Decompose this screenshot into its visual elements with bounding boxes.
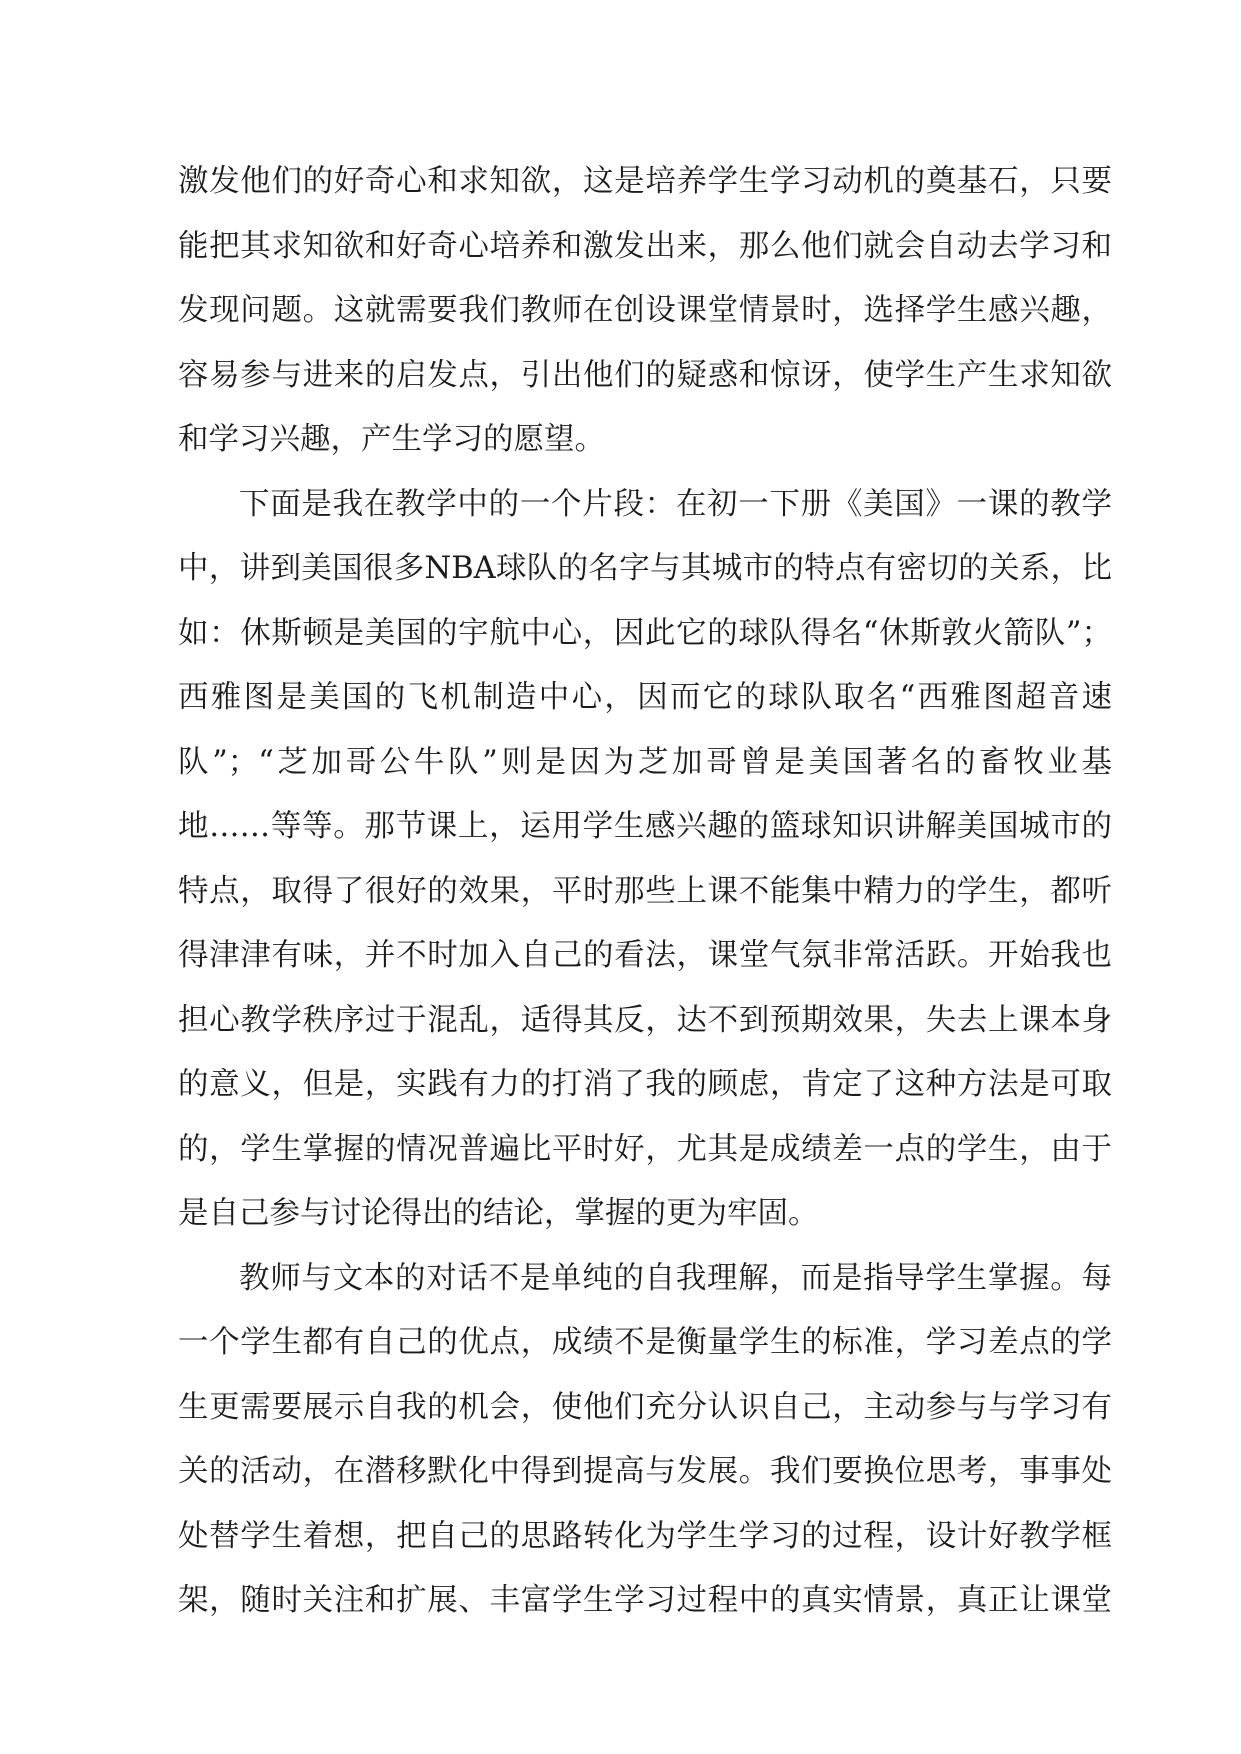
text-line: 担心教学秩序过于混乱，适得其反，达不到预期效果，失去上课本身	[178, 1002, 1112, 1038]
text-line: 的，学生掌握的情况普遍比平时好，尤其是成绩差一点的学生，由于	[178, 1131, 1112, 1167]
text-line: 关的活动，在潜移默化中得到提高与发展。我们要换位思考，事事处	[178, 1454, 1112, 1489]
text-line: 激发他们的好奇心和求知欲，这是培养学生学习动机的奠基石，只要	[178, 164, 1112, 199]
text-line: 特点，取得了很好的效果，平时那些上课不能集中精力的学生，都听	[178, 873, 1112, 909]
paragraph-start-line: 下面是我在教学中的一个片段：在初一下册《美国》一课的教学	[239, 486, 1112, 522]
text-line: 队”；“芝加哥公牛队”则是因为芝加哥曾是美国著名的畜牧业基	[178, 744, 1112, 780]
paragraph-start-line: 教师与文本的对话不是单纯的自我理解，而是指导学生掌握。每	[239, 1260, 1112, 1296]
text-line: 架，随时关注和扩展、丰富学生学习过程中的真实情景，真正让课堂	[178, 1583, 1112, 1618]
body-text	[178, 150, 1112, 1634]
text-line: 是自己参与讨论得出的结论，掌握的更为牢固。	[178, 1196, 819, 1231]
text-line: 发现问题。这就需要我们教师在创设课堂情景时，选择学生感兴趣，	[178, 293, 1112, 328]
text-line: 和学习兴趣，产生学习的愿望。	[178, 422, 605, 457]
text-line: 能把其求知欲和好奇心培养和激发出来，那么他们就会自动去学习和	[178, 228, 1112, 264]
text-line: 地……等等。那节课上，运用学生感兴趣的篮球知识讲解美国城市的	[178, 809, 1112, 844]
text-line: 西雅图是美国的飞机制造中心，因而它的球队取名“西雅图超音速	[178, 680, 1112, 715]
text-line: 生更需要展示自我的机会，使他们充分认识自己，主动参与与学习有	[178, 1389, 1112, 1425]
text-line: 中，讲到美国很多NBA球队的名字与其城市的特点有密切的关系，比	[178, 551, 1112, 586]
text-line: 一个学生都有自己的优点，成绩不是衡量学生的标准，学习差点的学	[178, 1325, 1112, 1360]
text-line: 得津津有味，并不时加入自己的看法，课堂气氛非常活跃。开始我也	[178, 938, 1112, 973]
text-line: 容易参与进来的启发点，引出他们的疑惑和惊讶，使学生产生求知欲	[178, 357, 1112, 393]
text-line: 处替学生着想，把自己的思路转化为学生学习的过程，设计好教学框	[178, 1518, 1112, 1554]
text-line: 的意义，但是，实践有力的打消了我的顾虑，肯定了这种方法是可取	[178, 1067, 1112, 1102]
text-line: 如：休斯顿是美国的宇航中心，因此它的球队得名“休斯敦火箭队”；	[178, 615, 1112, 651]
